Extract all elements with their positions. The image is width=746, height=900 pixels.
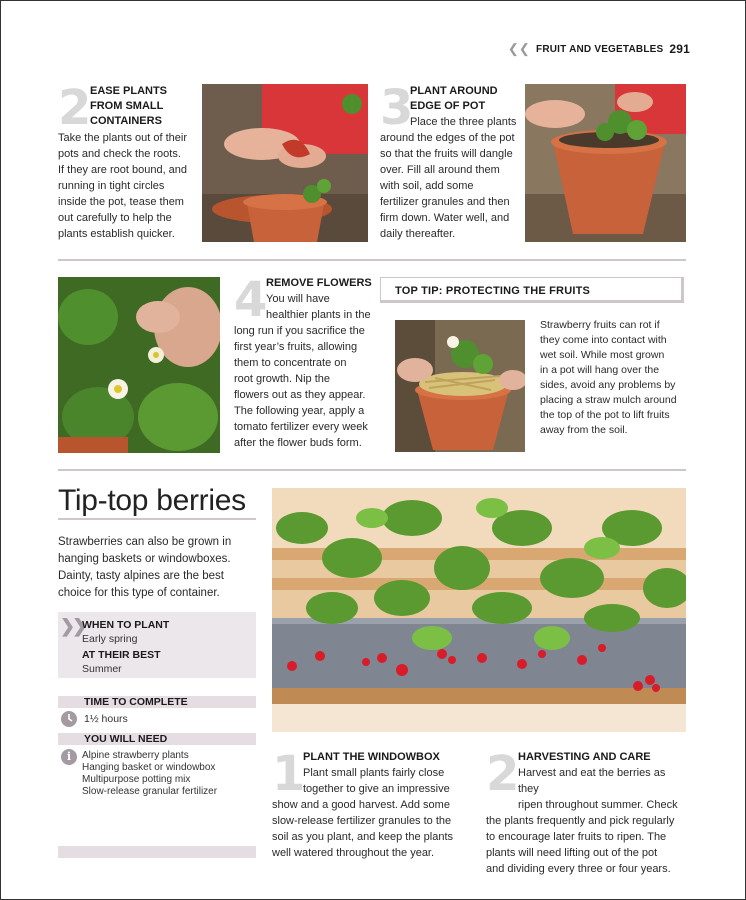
body-line: fertilizer granules and then [380,196,510,208]
photo-windowbox-graphic [272,488,686,732]
step-title-line: FROM SMALL [90,100,164,112]
step-title: PLANT THE WINDOWBOX [303,751,440,763]
body-line: and dividing every three or four years. [486,863,671,875]
step-title-line: REMOVE FLOWERS [266,277,372,289]
body-line: Strawberry fruits can rot if [540,319,660,331]
body-line: running in tight circles [58,180,165,192]
step-body [486,765,686,877]
body-line: Harvest and eat the berries as they [518,767,666,795]
top-tip-title: TOP TIP: PROTECTING THE FRUITS [395,285,591,297]
step-number: 2 [486,746,520,802]
body-line: well watered throughout the year. [272,847,435,859]
info-footer-bar [58,846,256,858]
step-title-line: EASE PLANTS [90,85,168,97]
body-line: plants will need lifting out of the pot [486,847,658,859]
at-their-best [82,648,161,676]
body-line: they come into contact with [540,334,667,346]
body-line: so that the fruits will dangle [380,148,513,160]
time-value: 1½ hours [84,713,128,725]
body-line: ripen throughout summer. Check [518,799,678,811]
section-title: Tip-top berries [58,484,246,517]
body-line: long run if you sacrifice the [234,325,365,337]
body-line: If they are root bound, and [58,164,188,176]
body-line: choice for this type of container. [58,587,220,599]
body-line: flowers out as they appear. [234,389,366,401]
photo-straw-mulch-graphic [395,320,525,452]
step-title [90,84,167,129]
body-line: to encourage later fruits to ripen. The [486,831,667,843]
body-line: first year’s fruits, allowing [234,341,358,353]
time-to-complete-bar: TIME TO COMPLETE [58,696,256,708]
body-line: Take the plants out of their [58,132,188,144]
body-line: Plant small plants fairly close [303,767,445,779]
body-line: placing a straw mulch around [540,394,677,406]
body-line: Dainty, tasty alpines are the best [58,570,224,582]
body-line: together to give an impressive [303,783,450,795]
photo-windowbox [272,488,686,732]
body-line: the plants frequently and pick regularly [486,815,675,827]
clock-icon-graphic [61,711,77,727]
planting-info-box [58,612,256,678]
body-line: slow-release fertilizer granules to the [272,815,452,827]
photo-removing-flowers-graphic [58,277,220,453]
body-line: Strawberries can also be grown in [58,536,232,548]
info-value: Early spring [82,633,138,645]
double-chevron-right-icon: ❯❯ [60,616,85,636]
photo-easing-plants-graphic [202,84,368,242]
step-title-line: CONTAINERS [90,115,162,127]
photo-easing-plants [202,84,368,242]
page-number: 291 [669,42,690,56]
photo-planting-pot [525,84,686,242]
body-line: over. Fill all around them [380,164,500,176]
body-line: after the flower buds form. [234,437,362,449]
divider [58,259,686,261]
step-number: 3 [380,80,414,136]
body-line: with soil, add some [380,180,474,192]
when-to-plant [82,618,169,646]
body-line: show and a good harvest. Add some [272,799,450,811]
list-item: Alpine strawberry plants [82,750,189,761]
divider [58,469,686,471]
step-title [266,276,372,291]
photo-planting-pot-graphic [525,84,686,242]
step-number: 2 [58,80,92,136]
step-title-line: PLANT AROUND [410,85,498,97]
info-label: AT THEIR BEST [82,649,161,661]
step-title [410,84,498,114]
body-line: the top of the pot to lift fruits [540,409,670,421]
body-line: them to concentrate on [234,357,347,369]
you-will-need-bar: YOU WILL NEED [58,733,256,745]
body-line: pots and check the roots. [58,148,181,160]
step-body [58,130,198,242]
step-title-line: EDGE OF POT [410,100,486,112]
photo-straw-mulch [395,320,525,452]
step-body [234,291,374,451]
body-line: hanging baskets or windowboxes. [58,553,231,565]
body-line: firm down. Water well, and [380,212,510,224]
list-item: Slow-release granular fertilizer [82,786,218,797]
body-line: healthier plants in the [266,309,371,321]
body-line: The following year, apply a [234,405,365,417]
body-line: tomato fertilizer every week [234,421,368,433]
body-line: daily thereafter. [380,228,456,240]
top-tip-body [540,318,686,438]
info-label: WHEN TO PLANT [82,619,170,631]
body-line: Place the three plants [410,116,517,128]
body-line: out carefully to help the [58,212,172,224]
materials-list [82,750,217,798]
section-intro [58,534,258,602]
info-icon: i [61,749,77,765]
body-line: around the edges of the pot [380,132,515,144]
body-line: soil as you plant, and keep the plants [272,831,454,843]
body-line: You will have [266,293,330,305]
body-line: plants establish quicker. [58,228,175,240]
body-line: root growth. Nip the [234,373,330,385]
info-value: Summer [82,663,122,675]
section-name: FRUIT AND VEGETABLES [536,43,664,55]
double-chevron-left-icon: ❮❮ [507,41,531,56]
body-line: in a pot will hang over the [540,364,660,376]
section-title-underline [58,518,256,520]
list-item: Hanging basket or windowbox [82,762,216,773]
step-title: HARVESTING AND CARE [518,751,651,763]
body-line: sides, avoid any problems by [540,379,676,391]
step-body [380,114,522,242]
list-item: Multipurpose potting mix [82,774,191,785]
clock-icon [61,711,77,727]
running-header [508,41,690,57]
step-number: 1 [272,746,306,802]
body-line: inside the pot, tease them [58,196,184,208]
step-number: 4 [234,272,268,328]
step-body [272,765,472,861]
body-line: wet soil. While most grown [540,349,665,361]
photo-removing-flowers [58,277,220,453]
body-line: away from the soil. [540,424,628,436]
